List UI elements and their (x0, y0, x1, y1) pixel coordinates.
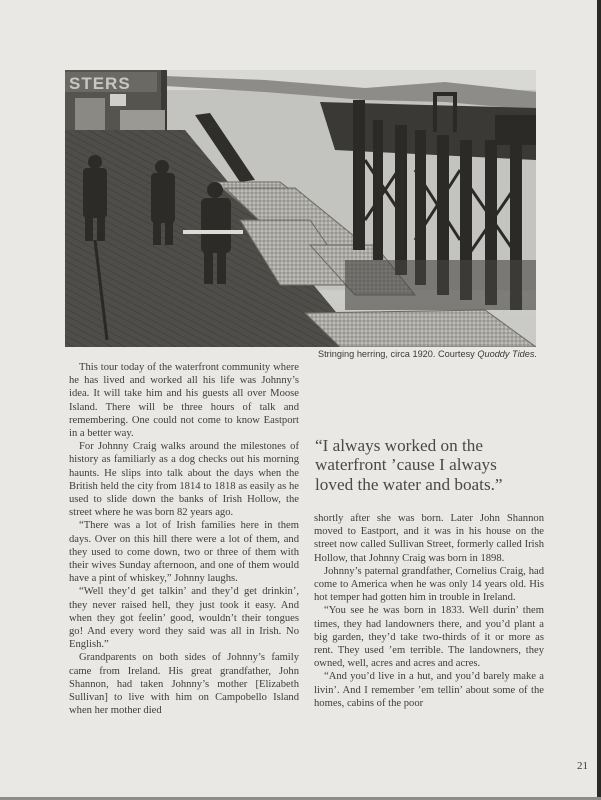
caption-text: Stringing herring, circa 1920. Courtesy (318, 349, 478, 359)
paragraph: “And you’d live in a hut, and you’d barely make a livin’. And I remember ’em tellin’ about some of the homes, cabins of the poor (314, 671, 544, 709)
caption-credit: Quoddy Tides. (477, 349, 537, 359)
paragraph: Grandparents on both sides of Johnny’s family came from Ireland. His great grandfather, John Shannon, had taken Johnny’s mother [Elizabeth Sullivan] to live with him on Campobello Island when her mother died (69, 652, 299, 717)
svg-text:STERS: STERS (69, 74, 131, 93)
paragraph: “Well they’d get talkin’ and they’d get drinkin’, they never raised hell, they just took it easy. And when they got feelin’ good, wouldn’t their tongues go! And every word they said was all in Irish. No English.” (69, 586, 299, 651)
herring-photo-illustration (65, 70, 536, 347)
article-column-left (69, 361, 299, 717)
paragraph: “You see he was born in 1833. Well durin’ them times, they had landowners there, and you’d plant a big garden, they’d take two-thirds of it or more as rent. They used ’em terrible. The landowners, they owned, well, acres and acres and acres. (314, 605, 544, 670)
pull-quote (315, 436, 545, 494)
page-number: 21 (577, 760, 588, 772)
paragraph: This tour today of the waterfront community where he has lived and worked all his life was Johnny’s idea. It will take him and his guests all over Moose Island. There will be three hours of talk and remembering. One could not come to know Eastport in a better way. (69, 362, 299, 440)
article-column-right (314, 512, 544, 710)
paragraph: Johnny’s paternal grandfather, Cornelius Craig, had come to America when he was only 14 years old. His hot temper had gotten him in trouble in Ireland. (314, 565, 544, 604)
pull-quote-line: loved the water and boats.” (315, 474, 503, 494)
paragraph: shortly after she was born. Later John Shannon moved to Eastport, and it was in his house on the street now called Sullivan Street, formerly called Irish Hollow, that Johnny Craig was born in 1898. (314, 513, 544, 564)
paragraph: “There was a lot of Irish families here in them days. Over on this hill there were a lot of them, and they used to come down, two or three of them with their wives Sunday afternoon, and one of them would have a pint of whiskey,” Johnny laughs. (69, 520, 299, 585)
page-edge-shadow (597, 0, 601, 800)
herring-photo (65, 70, 536, 347)
pull-quote-line: waterfront ’cause I always (315, 455, 497, 475)
paragraph: For Johnny Craig walks around the milestones of history as familiarly as a dog checks out his morning haunts. He slips into talk about the days when the British held the city from 1814 to 1818 as easily as he used to slide down the banks of Irish Hollow, the street where he was born 82 years ago. (69, 441, 299, 519)
pull-quote-line: “I always worked on the (315, 436, 483, 455)
photo-caption (300, 349, 537, 359)
